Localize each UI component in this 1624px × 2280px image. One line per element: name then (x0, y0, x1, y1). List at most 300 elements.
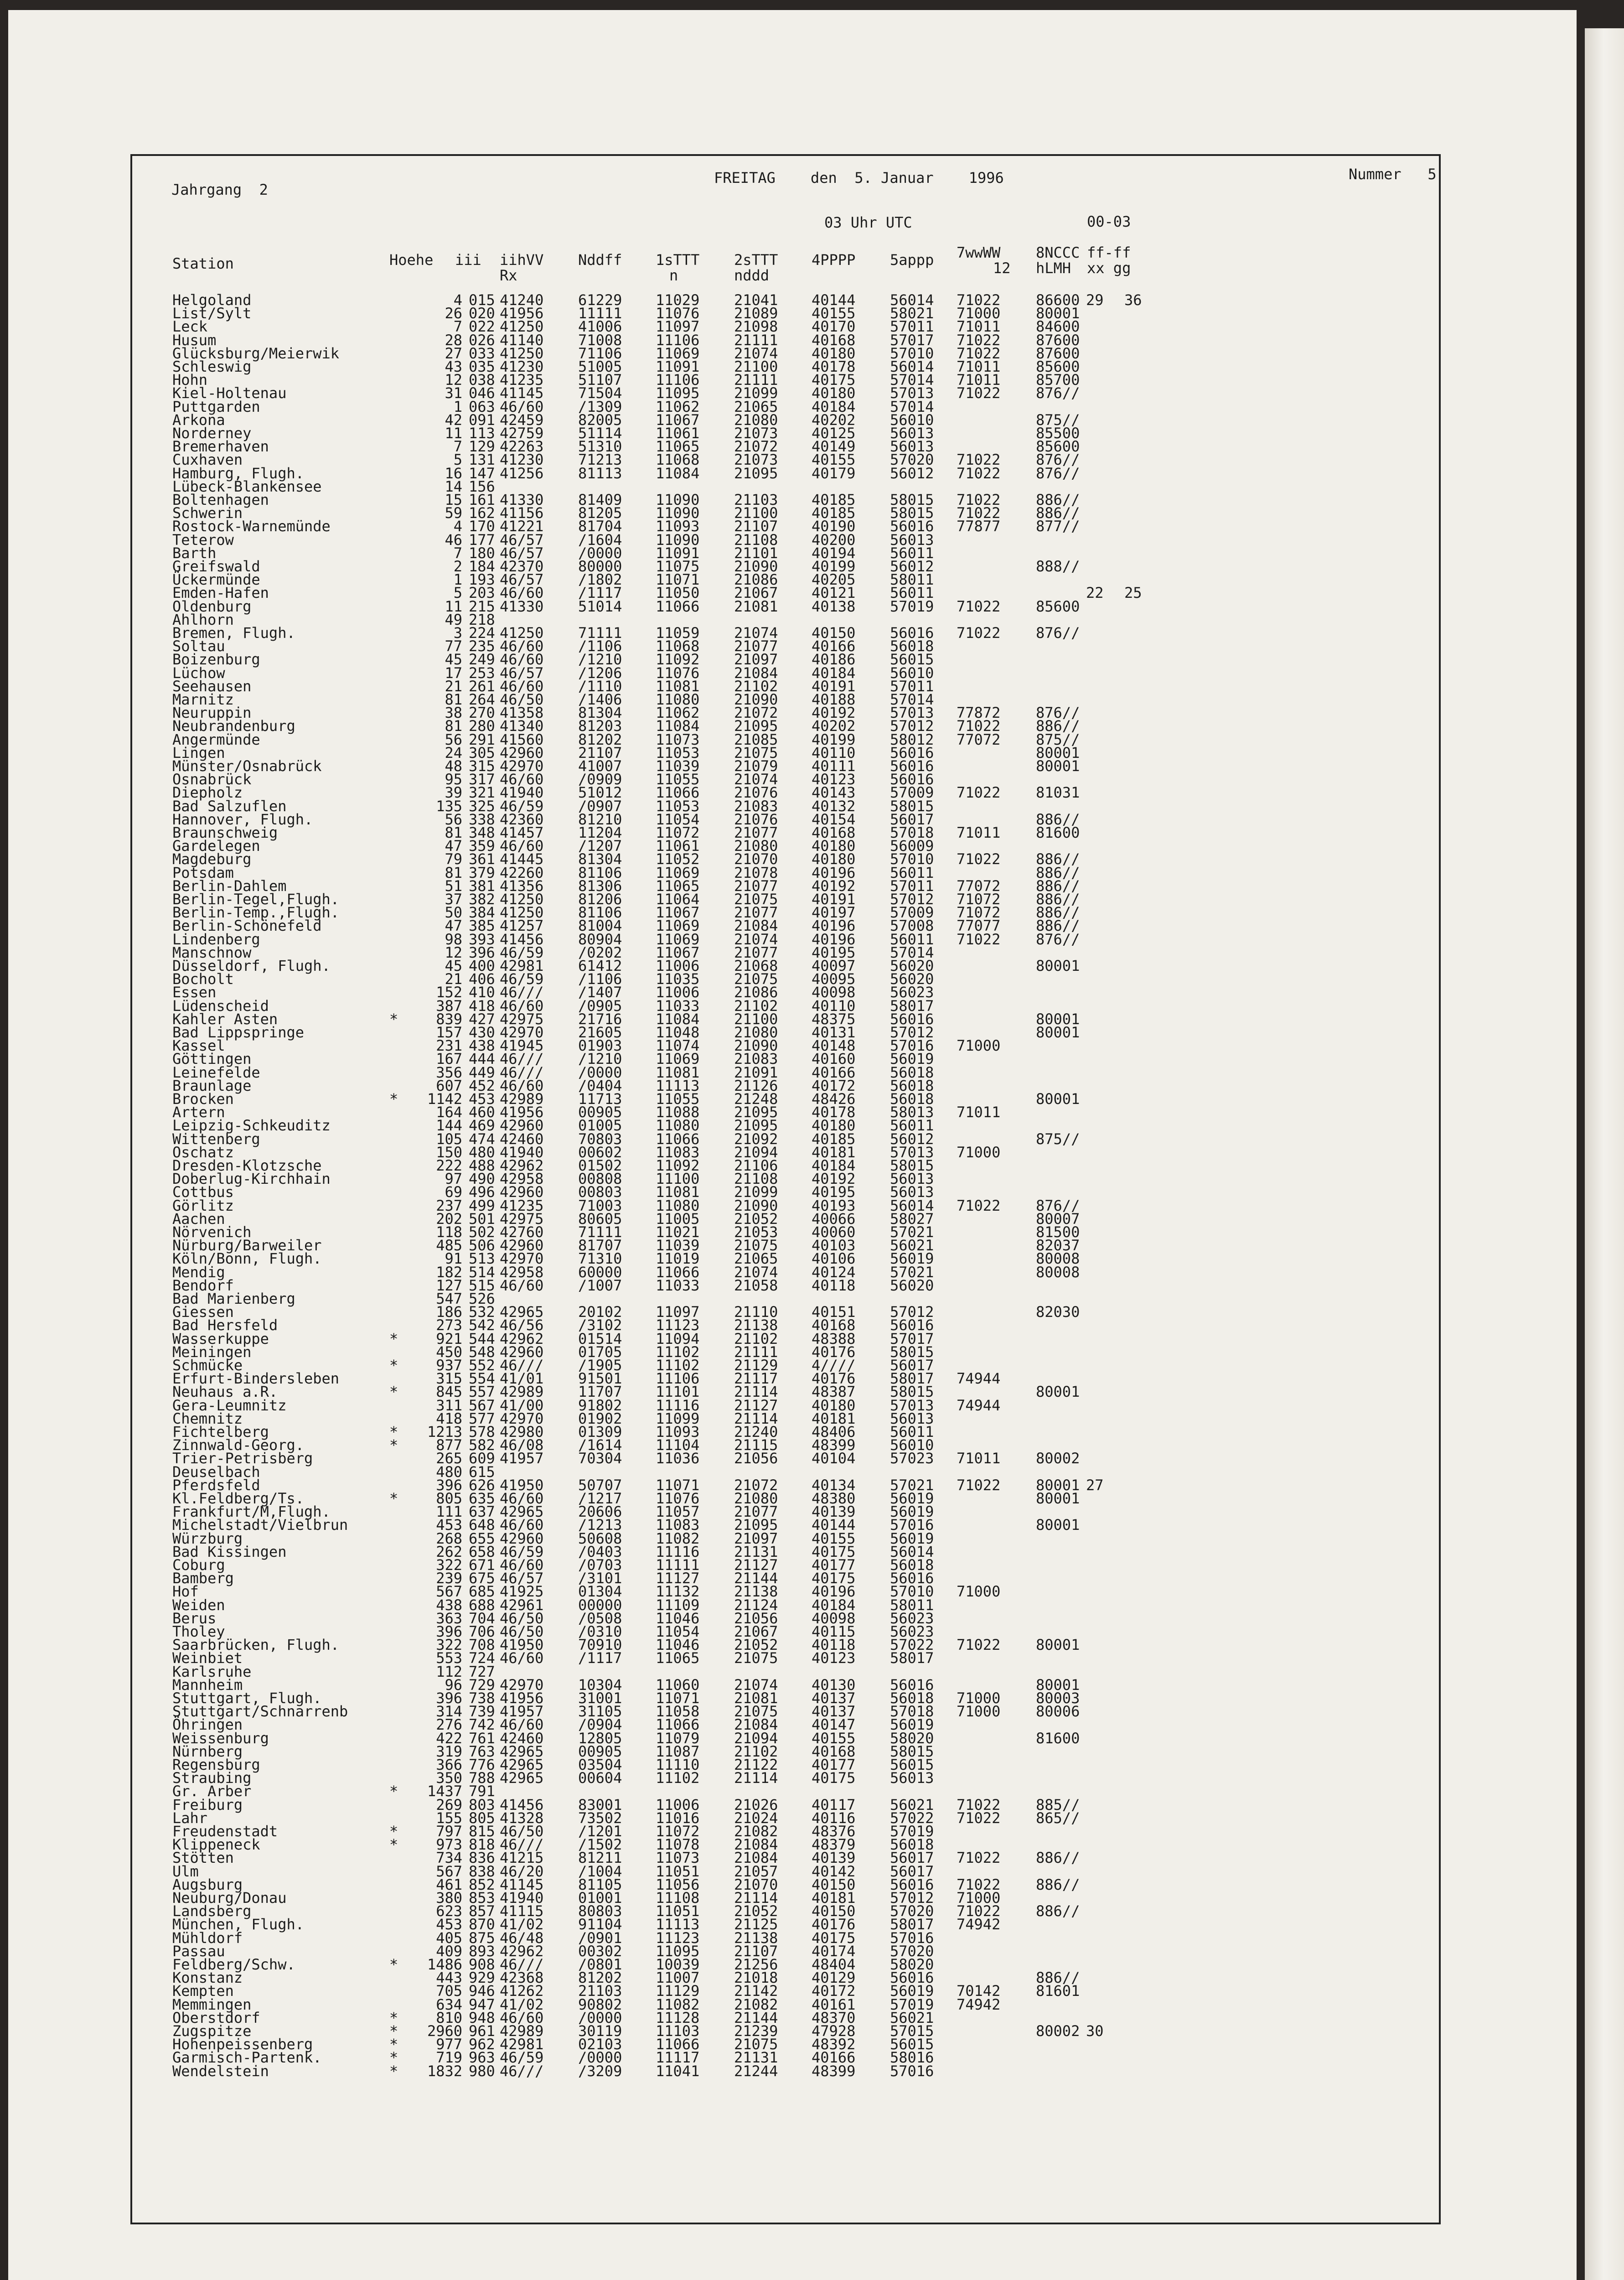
group-4pppp: 48399 (812, 2062, 856, 2080)
group-5appp: 57018 (890, 1703, 934, 1720)
group-iihvv: 42961 (500, 1596, 544, 1614)
station-number: 870 (469, 1916, 495, 1933)
group-5appp: 57014 (890, 943, 934, 961)
group-4pppp: 40168 (812, 824, 856, 841)
group-8nccc: 87600 (1036, 331, 1080, 349)
group-7wwww: 71022 (957, 784, 1001, 802)
group-2sttt: 21077 (734, 877, 778, 895)
group-4pppp: 40197 (812, 904, 856, 922)
group-4pppp: 40121 (812, 584, 856, 602)
group-7wwww: 71022 (957, 1197, 1001, 1214)
group-nddff: 61412 (578, 957, 622, 974)
group-4pppp: 48376 (812, 1823, 856, 1840)
group-nddff: 71213 (578, 451, 622, 469)
group-7wwww: 71000 (957, 1889, 1001, 1907)
col-2sttt: 2sTTT (734, 251, 778, 269)
station-height: 16 (445, 464, 462, 482)
group-nddff: 83001 (578, 1796, 622, 1814)
group-2sttt: 21075 (734, 891, 778, 908)
group-nddff: 60000 (578, 1263, 622, 1281)
group-iihvv: 41145 (500, 384, 544, 402)
station-name: Bad Marienberg (172, 1290, 295, 1307)
station-name: Wasserkuppe (172, 1330, 269, 1347)
group-2sttt: 21101 (734, 544, 778, 562)
observation-time: 03 Uhr UTC (824, 214, 912, 231)
group-iihvv: 42962 (500, 1330, 544, 1347)
group-5appp: 56019 (890, 1490, 934, 1507)
group-1sttt: 11059 (656, 624, 700, 642)
group-2sttt: 21090 (734, 558, 778, 575)
group-nddff: 01001 (578, 1889, 622, 1907)
group-iihvv: 42970 (500, 1250, 544, 1268)
station-name: Augsburg (172, 1876, 243, 1893)
group-nddff: /1614 (578, 1436, 622, 1454)
station-number: 815 (469, 1823, 495, 1840)
station-height: 237 (436, 1197, 462, 1214)
group-nddff: 80803 (578, 1902, 622, 1920)
group-7wwww: 71022 (957, 930, 1001, 948)
group-5appp: 56016 (890, 744, 934, 762)
group-nddff: /0907 (578, 797, 622, 815)
station-name: Weinbiet (172, 1649, 243, 1667)
group-2sttt: 21077 (734, 904, 778, 922)
group-8nccc: 80001 (1036, 1024, 1080, 1041)
group-8nccc: 886// (1036, 1969, 1080, 1987)
group-nddff: /1206 (578, 664, 622, 682)
station-name: Chemnitz (172, 1409, 243, 1427)
group-8nccc: 80001 (1036, 744, 1080, 762)
group-7wwww: 71011 (957, 1104, 1001, 1121)
group-5appp: 58017 (890, 1916, 934, 1933)
group-nddff: 01902 (578, 1409, 622, 1427)
group-4pppp: 40097 (812, 957, 856, 974)
group-5appp: 56023 (890, 1609, 934, 1627)
station-name: Braunschweig (172, 824, 278, 841)
station-name: Lüchow (172, 664, 225, 682)
group-nddff: 00602 (578, 1143, 622, 1161)
group-4pppp: 40098 (812, 984, 856, 1001)
group-nddff: 11111 (578, 305, 622, 322)
group-5appp: 56013 (890, 1183, 934, 1201)
station-height: 127 (436, 1276, 462, 1294)
group-8nccc: 80001 (1036, 1010, 1080, 1028)
station-name: Soltau (172, 637, 225, 655)
group-nddff: 81206 (578, 891, 622, 908)
group-4pppp: 40202 (812, 411, 856, 429)
group-5appp: 56014 (890, 358, 934, 375)
group-4pppp: 40191 (812, 677, 856, 695)
station-height: 5 (453, 584, 462, 602)
station-number: 499 (469, 1197, 495, 1214)
group-2sttt: 21102 (734, 1742, 778, 1760)
group-iihvv: 41456 (500, 1796, 544, 1814)
group-1sttt: 11066 (656, 2036, 700, 2053)
group-8nccc: 886// (1036, 877, 1080, 895)
group-nddff: /0904 (578, 1716, 622, 1734)
group-5appp: 56016 (890, 518, 934, 535)
group-5appp: 58015 (890, 1742, 934, 1760)
group-iihvv: 41250 (500, 318, 544, 336)
group-7wwww: 71011 (957, 1450, 1001, 1467)
station-height: 322 (436, 1636, 462, 1654)
station-height: 77 (445, 637, 462, 655)
group-7wwww: 70142 (957, 1982, 1001, 2000)
group-iihvv: 42981 (500, 2036, 544, 2053)
group-4pppp: 40196 (812, 1583, 856, 1601)
station-height: 453 (436, 1516, 462, 1534)
group-7wwww: 71022 (957, 464, 1001, 482)
station-name: Zugspitze (172, 2022, 252, 2040)
group-1sttt: 11051 (656, 1862, 700, 1880)
group-4pppp: 40175 (812, 1929, 856, 1947)
group-5appp: 56016 (890, 624, 934, 642)
group-iihvv: 41250 (500, 344, 544, 362)
group-5appp: 56016 (890, 1570, 934, 1587)
group-5appp: 57011 (890, 318, 934, 336)
group-2sttt: 21102 (734, 997, 778, 1015)
station-height: 239 (436, 1570, 462, 1587)
group-1sttt: 11066 (656, 597, 700, 615)
station-number: 131 (469, 451, 495, 469)
group-7wwww: 74942 (957, 1916, 1001, 1933)
group-iihvv: 46/59 (500, 970, 544, 988)
group-4pppp: 40184 (812, 398, 856, 415)
group-nddff: 51107 (578, 371, 622, 389)
station-name: München, Flugh. (172, 1916, 304, 1933)
group-2sttt: 21095 (734, 1104, 778, 1121)
station-height: 81 (445, 691, 462, 708)
station-name: Fichtelberg (172, 1423, 269, 1441)
group-5appp: 56017 (890, 1862, 934, 1880)
station-name: Köln/Bonn, Flugh. (172, 1250, 322, 1268)
group-7wwww: 71072 (957, 904, 1001, 922)
station-number: 381 (469, 877, 495, 895)
station-height: 734 (436, 1849, 462, 1867)
group-1sttt: 11006 (656, 984, 700, 1001)
station-name: Schmücke (172, 1357, 243, 1374)
group-4pppp: 40148 (812, 1037, 856, 1055)
group-iihvv: 46/60 (500, 651, 544, 668)
group-iihvv: 46/// (500, 1050, 544, 1068)
station-name: Landsberg (172, 1902, 252, 1920)
group-7wwww: 71000 (957, 305, 1001, 322)
station-number: 836 (469, 1849, 495, 1867)
group-nddff: /0905 (578, 997, 622, 1015)
group-2sttt: 21092 (734, 1130, 778, 1148)
group-4pppp: 40175 (812, 371, 856, 389)
group-nddff: 51310 (578, 438, 622, 456)
group-2sttt: 21100 (734, 1010, 778, 1028)
group-5appp: 57018 (890, 824, 934, 841)
station-number: 852 (469, 1876, 495, 1893)
group-5appp: 56019 (890, 1503, 934, 1521)
station-height: 27 (445, 344, 462, 362)
group-5appp: 56013 (890, 425, 934, 442)
station-name: Bad Salzuflen (172, 797, 287, 815)
station-number: 544 (469, 1330, 495, 1347)
group-nddff: 91104 (578, 1916, 622, 1933)
group-5appp: 56013 (890, 531, 934, 549)
station-name: List/Sylt (172, 305, 252, 322)
group-4pppp: 40175 (812, 1543, 856, 1560)
group-iihvv: 42960 (500, 1343, 544, 1361)
group-iihvv: 41256 (500, 464, 544, 482)
group-5appp: 56020 (890, 957, 934, 974)
group-5appp: 56013 (890, 1170, 934, 1188)
group-nddff: /1802 (578, 571, 622, 589)
high-altitude-marker: * (389, 1490, 398, 1507)
group-2sttt: 21114 (734, 1769, 778, 1787)
group-ff: 27 (1086, 1476, 1104, 1494)
group-iihvv: 41950 (500, 1636, 544, 1654)
group-nddff: 71310 (578, 1250, 622, 1268)
group-5appp: 58015 (890, 1383, 934, 1401)
station-number: 317 (469, 771, 495, 788)
group-8nccc: 875// (1036, 1130, 1080, 1148)
station-height: 485 (436, 1237, 462, 1254)
group-2sttt: 21075 (734, 744, 778, 762)
station-name: Neuruppin (172, 704, 252, 722)
station-number: 393 (469, 930, 495, 948)
group-2sttt: 21091 (734, 1063, 778, 1081)
group-4pppp: 48399 (812, 1436, 856, 1454)
group-iihvv: 46/48 (500, 1929, 544, 1947)
station-name: Münster/Osnabrück (172, 757, 322, 775)
group-1sttt: 11069 (656, 1050, 700, 1068)
group-nddff: 21107 (578, 744, 622, 762)
group-1sttt: 11091 (656, 544, 700, 562)
group-8nccc: 886// (1036, 717, 1080, 735)
station-number: 853 (469, 1889, 495, 1907)
high-altitude-marker: * (389, 1330, 398, 1347)
station-name: Görlitz (172, 1197, 234, 1214)
station-name: Deuselbach (172, 1463, 260, 1481)
station-height: 921 (436, 1330, 462, 1347)
group-2sttt: 21144 (734, 1570, 778, 1587)
station-height: 56 (445, 731, 462, 748)
group-nddff: 01005 (578, 1117, 622, 1135)
group-4pppp: 40106 (812, 1250, 856, 1268)
group-1sttt: 11081 (656, 677, 700, 695)
group-5appp: 56017 (890, 1357, 934, 1374)
station-name: Memmingen (172, 1995, 252, 2013)
group-5appp: 56012 (890, 464, 934, 482)
group-5appp: 57008 (890, 917, 934, 935)
group-2sttt: 21138 (734, 1929, 778, 1947)
group-iihvv: 46/60 (500, 1516, 544, 1534)
group-iihvv: 41/00 (500, 1396, 544, 1414)
station-height: 37 (445, 891, 462, 908)
group-nddff: /1406 (578, 691, 622, 708)
group-iihvv: 42962 (500, 1942, 544, 1960)
group-7wwww: 71022 (957, 491, 1001, 508)
group-8nccc: 886// (1036, 491, 1080, 508)
group-iihvv: 42960 (500, 1183, 544, 1201)
group-2sttt: 21103 (734, 491, 778, 508)
group-4pppp: 40184 (812, 1157, 856, 1174)
station-number: 658 (469, 1543, 495, 1560)
group-iihvv: 46/56 (500, 1316, 544, 1334)
group-nddff: /3102 (578, 1316, 622, 1334)
group-iihvv: 41257 (500, 917, 544, 935)
station-name: Stötten (172, 1849, 234, 1867)
group-1sttt: 11068 (656, 637, 700, 655)
group-2sttt: 21095 (734, 717, 778, 735)
group-5appp: 56011 (890, 930, 934, 948)
group-4pppp: 40175 (812, 1769, 856, 1787)
group-nddff: /0202 (578, 943, 622, 961)
group-1sttt: 11006 (656, 957, 700, 974)
station-height: 322 (436, 1556, 462, 1574)
group-2sttt: 21082 (734, 1995, 778, 2013)
group-1sttt: 11073 (656, 731, 700, 748)
station-name: Bremerhaven (172, 438, 269, 456)
group-8nccc: 876// (1036, 451, 1080, 469)
group-nddff: 01502 (578, 1157, 622, 1174)
station-number: 270 (469, 704, 495, 722)
group-iihvv: 41/02 (500, 1916, 544, 1933)
group-5appp: 56019 (890, 1982, 934, 2000)
group-nddff: /0000 (578, 1063, 622, 1081)
station-name: Tholey (172, 1623, 225, 1640)
station-number: 532 (469, 1303, 495, 1321)
group-1sttt: 11046 (656, 1609, 700, 1627)
group-iihvv: 42989 (500, 1090, 544, 1108)
group-1sttt: 11092 (656, 651, 700, 668)
station-number: 162 (469, 504, 495, 522)
station-height: 81 (445, 824, 462, 841)
group-1sttt: 11069 (656, 930, 700, 948)
group-4pppp: 40181 (812, 1409, 856, 1427)
group-1sttt: 11056 (656, 1876, 700, 1893)
group-2sttt: 21070 (734, 850, 778, 868)
group-2sttt: 21131 (734, 2049, 778, 2067)
group-iihvv: 41940 (500, 1889, 544, 1907)
group-4pppp: 40138 (812, 597, 856, 615)
station-height: 97 (445, 1170, 462, 1188)
group-nddff: /0000 (578, 2049, 622, 2067)
station-height: 39 (445, 784, 462, 802)
group-iihvv: 41262 (500, 1982, 544, 2000)
group-2sttt: 21075 (734, 1649, 778, 1667)
group-2sttt: 21076 (734, 784, 778, 802)
group-2sttt: 21102 (734, 1330, 778, 1347)
group-2sttt: 21099 (734, 1183, 778, 1201)
station-height: 152 (436, 984, 462, 1001)
group-2sttt: 21239 (734, 2022, 778, 2040)
group-5appp: 56015 (890, 2036, 934, 2053)
group-5appp: 56013 (890, 1409, 934, 1427)
high-altitude-marker: * (389, 2009, 398, 2026)
station-number: 578 (469, 1423, 495, 1441)
group-iihvv: 41/02 (500, 1995, 544, 2013)
group-iihvv: 42989 (500, 2022, 544, 2040)
group-1sttt: 11071 (656, 1689, 700, 1707)
group-nddff: 81106 (578, 904, 622, 922)
station-number: 321 (469, 784, 495, 802)
group-nddff: 31105 (578, 1703, 622, 1720)
group-1sttt: 11104 (656, 1436, 700, 1454)
station-height: 1437 (427, 1783, 462, 1800)
group-8nccc: 886// (1036, 810, 1080, 828)
group-5appp: 57012 (890, 1024, 934, 1041)
group-iihvv: 46/60 (500, 1556, 544, 1574)
group-nddff: /1007 (578, 1276, 622, 1294)
group-8nccc: 80001 (1036, 1516, 1080, 1534)
high-altitude-marker: * (389, 1783, 398, 1800)
group-nddff: 91802 (578, 1396, 622, 1414)
group-iihvv: 46/60 (500, 637, 544, 655)
station-number: 739 (469, 1703, 495, 1720)
station-name: Nürnberg (172, 1742, 243, 1760)
station-number: 488 (469, 1157, 495, 1174)
group-iihvv: 42260 (500, 864, 544, 881)
station-number: 513 (469, 1250, 495, 1268)
station-name: Teterow (172, 531, 234, 549)
group-nddff: 01304 (578, 1583, 622, 1601)
group-5appp: 57012 (890, 891, 934, 908)
group-2sttt: 21073 (734, 425, 778, 442)
group-2sttt: 21067 (734, 1623, 778, 1640)
group-5appp: 57010 (890, 344, 934, 362)
group-nddff: /3101 (578, 1570, 622, 1587)
group-8nccc: 877// (1036, 518, 1080, 535)
station-height: 112 (436, 1663, 462, 1680)
group-2sttt: 21075 (734, 1703, 778, 1720)
group-5appp: 58020 (890, 1729, 934, 1747)
group-2sttt: 21131 (734, 1543, 778, 1560)
group-1sttt: 11102 (656, 1357, 700, 1374)
group-iihvv: 41221 (500, 518, 544, 535)
station-height: 7 (453, 544, 462, 562)
group-4pppp: 40185 (812, 1130, 856, 1148)
group-nddff: /1106 (578, 970, 622, 988)
group-8nccc: 80001 (1036, 1383, 1080, 1401)
group-4pppp: 40191 (812, 891, 856, 908)
group-iihvv: 41250 (500, 624, 544, 642)
station-height: 12 (445, 943, 462, 961)
station-number: 113 (469, 425, 495, 442)
station-height: 45 (445, 651, 462, 668)
group-2sttt: 21080 (734, 837, 778, 855)
station-height: 553 (436, 1649, 462, 1667)
group-2sttt: 21067 (734, 584, 778, 602)
station-number: 947 (469, 1995, 495, 2013)
group-1sttt: 11088 (656, 1104, 700, 1121)
station-name: Pferdsfeld (172, 1476, 260, 1494)
group-4pppp: 40174 (812, 1942, 856, 1960)
group-5appp: 58021 (890, 305, 934, 322)
station-name: Doberlug-Kirchhain (172, 1170, 331, 1188)
station-height: 26 (445, 305, 462, 322)
station-height: 1142 (427, 1090, 462, 1108)
group-7wwww: 74944 (957, 1370, 1001, 1388)
group-iihvv: 41456 (500, 930, 544, 948)
group-5appp: 57013 (890, 384, 934, 402)
group-4pppp: 40139 (812, 1503, 856, 1521)
station-height: 48 (445, 757, 462, 775)
group-1sttt: 11029 (656, 291, 700, 309)
station-name: Emden-Hafen (172, 584, 269, 602)
station-name: Saarbrücken, Flugh. (172, 1636, 340, 1654)
group-iihvv: 41156 (500, 504, 544, 522)
group-iihvv: 41235 (500, 1197, 544, 1214)
station-height: 21 (445, 677, 462, 695)
station-number: 035 (469, 358, 495, 375)
col-7wwww: 7wwWW (957, 244, 1001, 261)
group-5appp: 56010 (890, 1436, 934, 1454)
station-name: Weiden (172, 1596, 225, 1614)
